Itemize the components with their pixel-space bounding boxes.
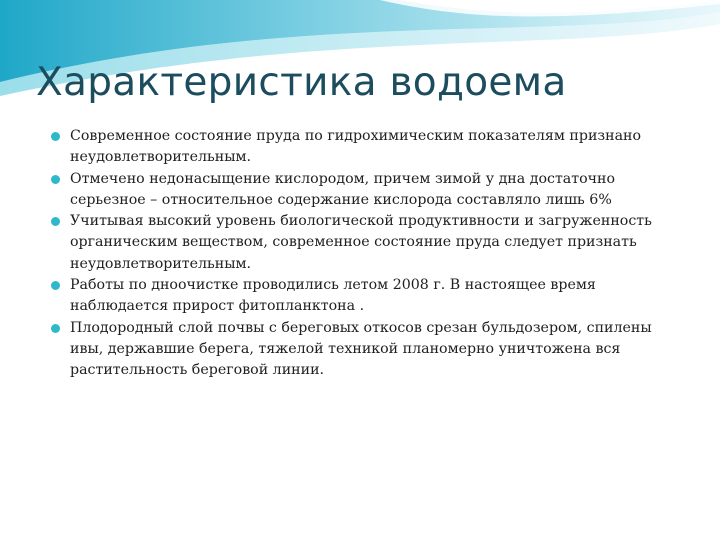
bullet-text: Отмечено недонасыщение кислородом, причем зимой у дна достаточно серьезное – относительное содержание кислорода составляло лишь 6% — [70, 170, 616, 208]
circle-bullet-icon — [51, 132, 60, 141]
bullet-item — [48, 211, 676, 275]
bullet-text: Работы по дноочистке проводились летом 2008 г. В настоящее время наблюдается прирост фитопланктона . — [70, 277, 596, 315]
circle-bullet-icon — [51, 175, 60, 184]
circle-bullet-icon — [51, 281, 60, 290]
slide-title: Характеристика водоема — [36, 60, 567, 105]
bullet-item — [48, 169, 676, 212]
bullet-text: Учитывая высокий уровень биологической продуктивности и загруженность органическим веществом, современное состояние пруда следует признать неудовлетворительным. — [70, 213, 652, 272]
bullet-text: Современное состояние пруда по гидрохимическим показателям признано неудовлетворительным. — [70, 128, 642, 166]
bullet-list — [48, 126, 676, 382]
bullet-item — [48, 318, 676, 382]
bullet-text: Плодородный слой почвы с береговых откосов срезан бульдозером, спилены ивы, державшие берега, тяжелой техникой планомерно уничтожена вся растительность береговой линии. — [70, 319, 652, 379]
circle-bullet-icon — [51, 217, 60, 226]
bullet-item — [48, 126, 676, 169]
circle-bullet-icon — [51, 324, 60, 333]
bullet-item — [48, 275, 676, 318]
